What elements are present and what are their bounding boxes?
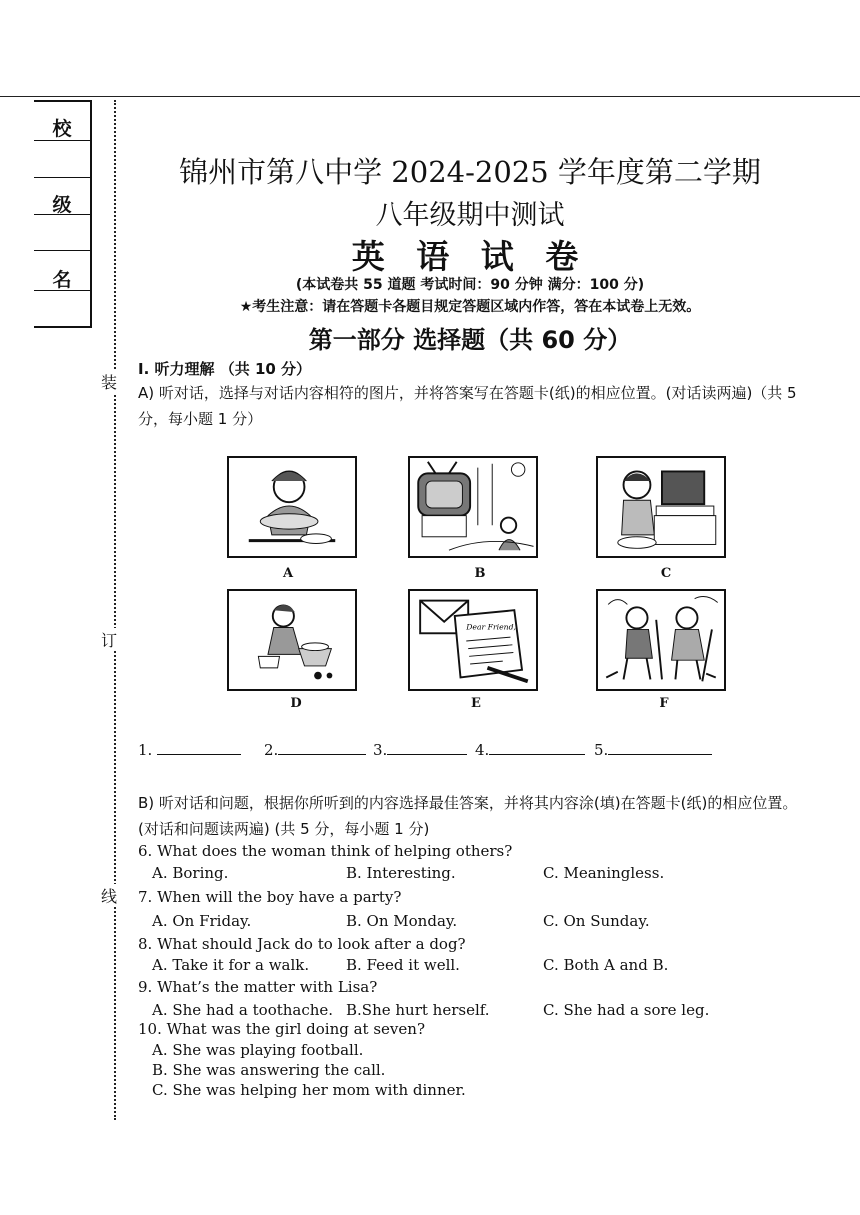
question-10-option-a[interactable]: A. She was playing football. bbox=[152, 1041, 364, 1059]
section-listening-title: I. 听力理解 （共 10 分） bbox=[138, 360, 312, 378]
binding-mark-xian: 线 bbox=[101, 884, 117, 907]
exam-title-grade: 八年级期中测试 bbox=[375, 200, 565, 231]
blank-line bbox=[489, 740, 585, 755]
question-9-option-a[interactable]: A. She had a toothache. bbox=[152, 1001, 334, 1019]
boy-at-computer-icon bbox=[598, 458, 724, 556]
answer-blank-1[interactable] bbox=[138, 740, 241, 759]
name-label: 名 bbox=[52, 269, 72, 291]
picture-e-label: E bbox=[471, 696, 481, 711]
picture-d bbox=[227, 589, 357, 691]
question-9-option-b[interactable]: B.She hurt herself. bbox=[346, 1001, 490, 1019]
question-10-option-b[interactable]: B. She was answering the call. bbox=[152, 1061, 386, 1079]
page-top-rule bbox=[0, 96, 860, 97]
exam-notice: ★考生注意：请在答题卡各题目规定答题区域内作答，答在本试卷上无效。 bbox=[239, 299, 701, 315]
question-9-stem: 9. What’s the matter with Lisa? bbox=[138, 978, 378, 996]
question-10-stem: 10. What was the girl doing at seven? bbox=[138, 1020, 425, 1038]
blank-line bbox=[157, 740, 241, 755]
question-7-option-a[interactable]: A. On Friday. bbox=[152, 912, 252, 930]
student-info-box bbox=[34, 100, 92, 328]
question-6-option-b[interactable]: B. Interesting. bbox=[346, 864, 456, 882]
picture-e bbox=[408, 589, 538, 691]
question-9-option-c[interactable]: C. She had a sore leg. bbox=[543, 1001, 710, 1019]
grade-label: 级 bbox=[52, 194, 72, 216]
exam-title-subject: 英 语 试 卷 bbox=[351, 237, 589, 276]
answer-blank-3[interactable] bbox=[373, 740, 467, 759]
part-one-title: 第一部分 选择题（共 60 分） bbox=[308, 326, 632, 354]
divider-line bbox=[34, 177, 90, 178]
blank-number: 1. bbox=[138, 741, 153, 759]
question-8-option-c[interactable]: C. Both A and B. bbox=[543, 956, 669, 974]
question-8-option-b[interactable]: B. Feed it well. bbox=[346, 956, 460, 974]
exam-info: (本试卷共 55 道题 考试时间：90 分钟 满分：100 分) bbox=[295, 277, 645, 293]
picture-f-label: F bbox=[659, 696, 669, 711]
picture-c-label: C bbox=[660, 566, 672, 581]
boy-watching-tv-icon bbox=[410, 458, 536, 556]
girl-washing-clothes-icon bbox=[229, 591, 355, 689]
answer-blank-5[interactable] bbox=[594, 740, 712, 759]
binding-dotted-line bbox=[114, 100, 116, 1120]
binding-mark-ding: 订 bbox=[101, 628, 117, 651]
school-label: 校 bbox=[52, 118, 72, 140]
blank-number: 3. bbox=[373, 741, 388, 759]
question-7-option-b[interactable]: B. On Monday. bbox=[346, 912, 458, 930]
question-6-stem: 6. What does the woman think of helping others? bbox=[138, 842, 513, 860]
letter-writing-icon bbox=[410, 591, 536, 689]
picture-a bbox=[227, 456, 357, 558]
blank-line bbox=[608, 740, 712, 755]
blank-line bbox=[278, 740, 366, 755]
children-sweeping-leaves-icon bbox=[598, 591, 724, 689]
question-6-option-a[interactable]: A. Boring. bbox=[152, 864, 229, 882]
question-7-option-c[interactable]: C. On Sunday. bbox=[543, 912, 650, 930]
blank-number: 4. bbox=[475, 741, 490, 759]
binding-mark-zhuang: 装 bbox=[101, 370, 117, 393]
question-8-stem: 8. What should Jack do to look after a dog? bbox=[138, 935, 466, 953]
question-8-option-a[interactable]: A. Take it for a walk. bbox=[152, 956, 310, 974]
picture-f bbox=[596, 589, 726, 691]
blank-number: 2. bbox=[264, 741, 279, 759]
picture-b bbox=[408, 456, 538, 558]
exam-title-school: 锦州市第八中学 2024-2025 学年度第二学期 bbox=[179, 155, 761, 189]
blank-number: 5. bbox=[594, 741, 609, 759]
school-write-line bbox=[34, 140, 90, 141]
picture-c bbox=[596, 456, 726, 558]
answer-blank-4[interactable] bbox=[475, 740, 585, 759]
question-10-option-c[interactable]: C. She was helping her mom with dinner. bbox=[152, 1081, 466, 1099]
grade-write-line bbox=[34, 214, 90, 215]
answer-blank-2[interactable] bbox=[264, 740, 366, 759]
subsection-a-instructions: A) 听对话，选择与对话内容相符的图片，并将答案写在答题卡(纸)的相应位置。(对话读两遍)（共 5 分，每小题 1 分） bbox=[138, 384, 797, 428]
letter-greeting: Dear Friend, bbox=[466, 622, 516, 632]
picture-b-label: B bbox=[474, 566, 486, 581]
picture-d-label: D bbox=[290, 696, 302, 711]
blank-line bbox=[387, 740, 467, 755]
question-6-option-c[interactable]: C. Meaningless. bbox=[543, 864, 665, 882]
question-7-stem: 7. When will the boy have a party? bbox=[138, 888, 402, 906]
picture-a-label: A bbox=[282, 566, 294, 581]
woman-cooking-icon bbox=[229, 458, 355, 556]
subsection-b-instructions: B) 听对话和问题，根据你所听到的内容选择最佳答案，并将其内容涂(填)在答题卡(纸)的相应位置。(对话和问题读两遍) (共 5 分，每小题 1 分) bbox=[138, 794, 798, 838]
divider-line bbox=[34, 250, 90, 251]
name-write-line bbox=[34, 290, 90, 291]
